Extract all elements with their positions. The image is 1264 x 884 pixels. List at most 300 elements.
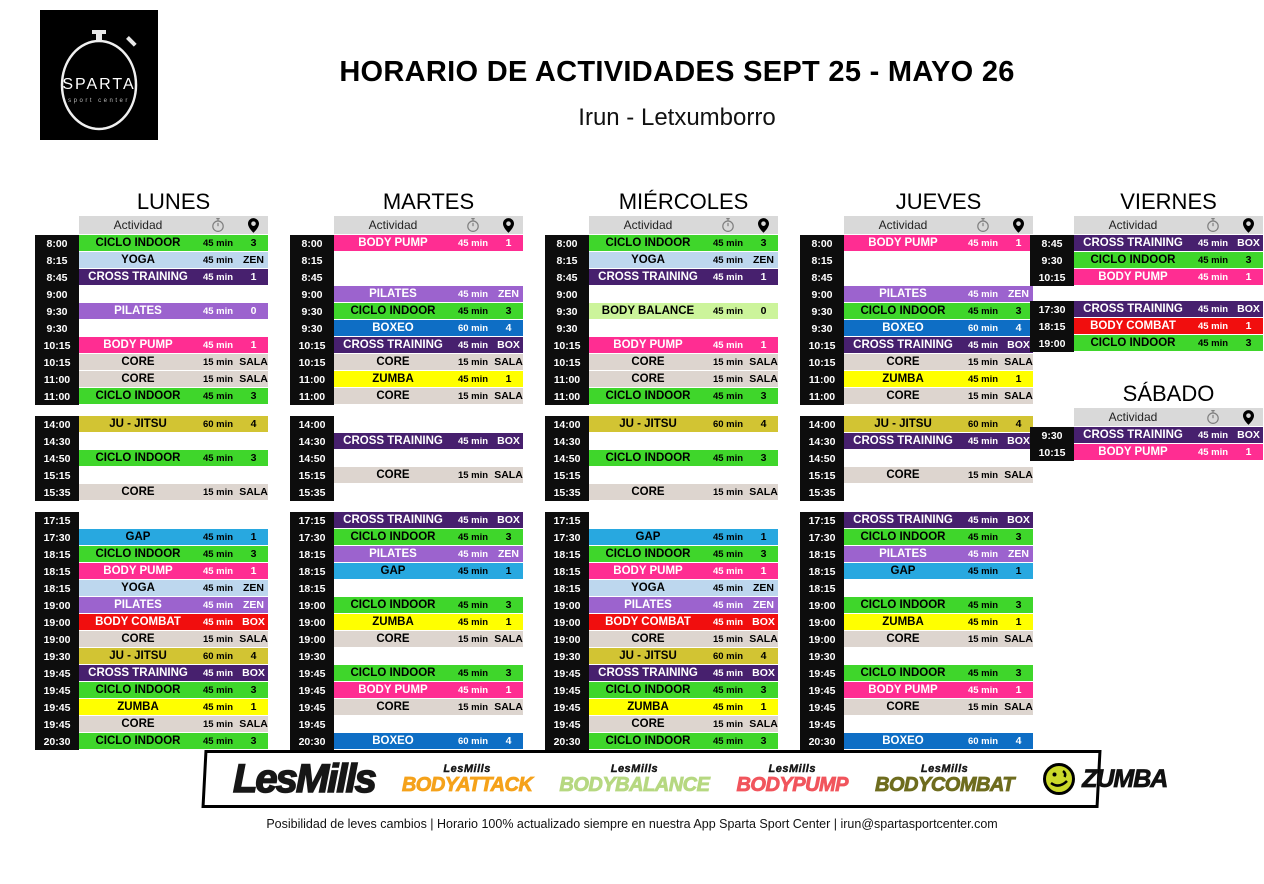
- time-cell: 14:50: [545, 450, 589, 467]
- activity-name: BOXEO: [882, 735, 924, 747]
- time-cell: 17:30: [1030, 301, 1074, 318]
- time-cell: 18:15: [290, 563, 334, 580]
- time-cell: 9:30: [35, 303, 79, 320]
- activity-duration: 15 min: [202, 356, 234, 368]
- activity-location: 4: [250, 650, 257, 662]
- time-cell: 8:15: [35, 252, 79, 269]
- schedule-row: [545, 286, 778, 303]
- activity-location: 3: [250, 548, 257, 560]
- time-cell: 10:15: [800, 337, 844, 354]
- activity-name: CORE: [376, 701, 410, 713]
- time-cell: 18:15: [290, 580, 334, 597]
- activity-location: SALA: [749, 633, 778, 645]
- schedule-row: [35, 269, 268, 286]
- activity-location: 0: [760, 305, 767, 317]
- activity-location: ZEN: [243, 582, 264, 594]
- activity-location: SALA: [1004, 469, 1033, 481]
- schedule-row: [545, 235, 778, 252]
- schedule-block: [290, 416, 523, 501]
- activity-location: 4: [1015, 322, 1022, 334]
- empty-slot: [334, 450, 523, 466]
- activity-location: 1: [505, 565, 512, 577]
- activity-name: CICLO INDOOR: [860, 305, 946, 317]
- activity-bar: [589, 337, 778, 353]
- activity-location: SALA: [1004, 633, 1033, 645]
- schedule-row: [800, 354, 1033, 371]
- empty-slot: [334, 580, 523, 596]
- activity-location: BOX: [752, 616, 775, 628]
- schedule-row: [35, 450, 268, 467]
- activity-bar: [589, 716, 778, 732]
- schedule-row: [800, 450, 1033, 467]
- schedule-row: [800, 320, 1033, 337]
- time-cell: 19:00: [800, 597, 844, 614]
- activity-duration: 45 min: [202, 701, 234, 713]
- activity-duration: 45 min: [457, 616, 489, 628]
- time-cell: 15:15: [545, 467, 589, 484]
- activity-duration: 45 min: [202, 599, 234, 611]
- stopwatch-icon: [465, 217, 481, 233]
- activity-location: SALA: [494, 469, 523, 481]
- activity-bar: [334, 512, 523, 528]
- activity-name: CORE: [886, 633, 920, 645]
- activity-bar: [334, 529, 523, 545]
- activity-location: 1: [505, 373, 512, 385]
- schedule-row: [290, 320, 523, 337]
- time-cell: 10:15: [1030, 269, 1074, 286]
- activity-duration: 45 min: [967, 616, 999, 628]
- empty-slot: [844, 648, 1033, 664]
- time-cell: 19:45: [545, 716, 589, 733]
- schedule-row: [800, 631, 1033, 648]
- duration-column-header: [1192, 217, 1234, 233]
- time-cell: 9:30: [1030, 252, 1074, 269]
- activity-bar: [589, 699, 778, 715]
- activity-bar: [844, 303, 1033, 319]
- activity-bar: [589, 563, 778, 579]
- stopwatch-icon: [1205, 409, 1221, 425]
- schedule-row: [35, 597, 268, 614]
- time-cell: 19:45: [545, 699, 589, 716]
- time-cell: 19:00: [800, 631, 844, 648]
- activity-location: 1: [505, 684, 512, 696]
- time-cell: 9:30: [545, 320, 589, 337]
- activity-location: 1: [760, 565, 767, 577]
- empty-slot: [79, 286, 268, 302]
- activity-bar: [79, 529, 268, 545]
- table-header-row: [1030, 408, 1263, 427]
- time-cell: 8:45: [1030, 235, 1074, 252]
- table-header-row: [290, 216, 523, 235]
- schedule-block: [290, 235, 523, 405]
- schedule-row: [545, 320, 778, 337]
- activity-bar: [79, 450, 268, 466]
- activity-bar: [79, 716, 268, 732]
- activity-duration: 15 min: [712, 718, 744, 730]
- activity-duration: 45 min: [712, 237, 744, 249]
- activity-duration: 45 min: [967, 305, 999, 317]
- schedule-row: [800, 733, 1033, 750]
- activity-duration: 15 min: [457, 390, 489, 402]
- activity-bar: [79, 648, 268, 664]
- activity-bar: [589, 235, 778, 251]
- schedule-row: [800, 235, 1033, 252]
- table-header-row: [545, 216, 778, 235]
- time-cell: 17:30: [800, 529, 844, 546]
- schedule-row: [290, 433, 523, 450]
- schedule-row: [290, 580, 523, 597]
- header-spacer: [800, 216, 844, 235]
- activity-duration: 45 min: [712, 735, 744, 747]
- header-spacer: [1030, 216, 1074, 235]
- activity-name: BODY PUMP: [868, 237, 938, 249]
- activity-bar: [589, 354, 778, 370]
- activity-name: CROSS TRAINING: [343, 514, 443, 526]
- schedule-row: [1030, 318, 1263, 335]
- time-cell: 10:15: [290, 354, 334, 371]
- activity-bar: [844, 286, 1033, 302]
- activity-location: 4: [1015, 418, 1022, 430]
- activity-location: 4: [760, 418, 767, 430]
- time-cell: 19:45: [35, 716, 79, 733]
- location-column-header: [494, 218, 523, 233]
- activity-duration: 15 min: [712, 486, 744, 498]
- schedule-block: [35, 512, 268, 750]
- activity-location: 4: [250, 418, 257, 430]
- schedule-row: [545, 337, 778, 354]
- activity-location: ZEN: [1008, 288, 1029, 300]
- stopwatch-icon: [720, 217, 736, 233]
- schedule-row: [35, 354, 268, 371]
- footer-note: Posibilidad de leves cambios | Horario 100% actualizado siempre en nuestra App Sparta Sport Center | irun@spartasportcenter.com: [266, 817, 998, 831]
- activity-location: SALA: [749, 373, 778, 385]
- schedule-row: [290, 467, 523, 484]
- schedule-row: [545, 631, 778, 648]
- schedule-row: [545, 450, 778, 467]
- time-cell: 10:15: [545, 354, 589, 371]
- activity-bar: [79, 252, 268, 268]
- activity-name: CROSS TRAINING: [853, 339, 953, 351]
- activity-duration: 15 min: [202, 633, 234, 645]
- activity-location: BOX: [1007, 339, 1030, 351]
- activity-location: 1: [1015, 373, 1022, 385]
- schedule-row: [35, 337, 268, 354]
- duration-column-header: [197, 217, 239, 233]
- activity-name: YOGA: [121, 582, 155, 594]
- time-cell: 19:30: [545, 648, 589, 665]
- activity-location: 1: [1245, 271, 1252, 283]
- time-cell: 9:00: [545, 286, 589, 303]
- location-pin-icon: [503, 218, 514, 233]
- activity-duration: 45 min: [967, 339, 999, 351]
- activity-duration: 45 min: [967, 565, 999, 577]
- activity-location: 1: [250, 339, 257, 351]
- activity-bar: [79, 484, 268, 500]
- time-cell: 19:45: [800, 665, 844, 682]
- day-title: LUNES: [136, 189, 211, 214]
- schedule-row: [35, 512, 268, 529]
- activity-location: 1: [760, 531, 767, 543]
- time-cell: 19:45: [35, 665, 79, 682]
- schedule-row: [290, 665, 523, 682]
- activity-name: CROSS TRAINING: [343, 435, 443, 447]
- schedule-row: [545, 484, 778, 501]
- activity-bar: [844, 416, 1033, 432]
- time-cell: 9:30: [800, 303, 844, 320]
- activity-name: BODY PUMP: [1098, 271, 1168, 283]
- activity-column-header: Actividad: [878, 218, 928, 232]
- schedule: [0, 190, 1264, 752]
- schedule-row: [1030, 301, 1263, 318]
- activity-bar: [1074, 318, 1263, 334]
- schedule-row: [35, 631, 268, 648]
- time-cell: 11:00: [545, 371, 589, 388]
- time-cell: 17:30: [290, 529, 334, 546]
- activity-duration: 45 min: [457, 565, 489, 577]
- time-cell: 15:35: [290, 484, 334, 501]
- time-cell: 8:45: [35, 269, 79, 286]
- time-cell: 10:15: [290, 337, 334, 354]
- activity-column-header: Actividad: [368, 218, 418, 232]
- time-cell: 11:00: [545, 388, 589, 405]
- activity-bar: [334, 235, 523, 251]
- activity-bar: [589, 252, 778, 268]
- time-cell: 19:30: [35, 648, 79, 665]
- time-cell: 14:30: [290, 433, 334, 450]
- activity-location: 1: [760, 271, 767, 283]
- activity-duration: 15 min: [967, 390, 999, 402]
- activity-bar: [844, 597, 1033, 613]
- schedule-row: [1030, 444, 1263, 461]
- table-header-row: [1030, 216, 1263, 235]
- time-cell: 11:00: [800, 388, 844, 405]
- activity-location: SALA: [239, 718, 268, 730]
- schedule-row: [545, 416, 778, 433]
- activity-duration: 45 min: [202, 548, 234, 560]
- time-cell: 19:00: [35, 631, 79, 648]
- activity-name: CORE: [376, 469, 410, 481]
- activity-duration: 45 min: [202, 531, 234, 543]
- activity-bar: [589, 614, 778, 630]
- activity-column-header: Actividad: [623, 218, 673, 232]
- activity-duration: 45 min: [1197, 254, 1229, 266]
- schedule-row: [545, 303, 778, 320]
- time-cell: 15:15: [800, 467, 844, 484]
- activity-location: SALA: [749, 718, 778, 730]
- schedule-row: [800, 546, 1033, 563]
- schedule-block: [545, 235, 778, 405]
- schedule-row: [290, 699, 523, 716]
- activity-name: CROSS TRAINING: [88, 271, 188, 283]
- activity-duration: 45 min: [1197, 429, 1229, 441]
- activity-duration: 45 min: [1197, 320, 1229, 332]
- location-column-header: [749, 218, 778, 233]
- schedule-row: [35, 252, 268, 269]
- brand-logo: [875, 764, 1014, 795]
- schedule-row: [290, 388, 523, 405]
- activity-location: 1: [1015, 565, 1022, 577]
- activity-duration: 45 min: [202, 254, 234, 266]
- activity-location: 1: [1015, 616, 1022, 628]
- activity-bar: [589, 450, 778, 466]
- activity-duration: 45 min: [712, 599, 744, 611]
- schedule-row: [290, 682, 523, 699]
- activity-name: CORE: [121, 718, 155, 730]
- time-cell: 17:15: [800, 512, 844, 529]
- activity-location: SALA: [749, 486, 778, 498]
- duration-column-header: [452, 217, 494, 233]
- activity-name: BOXEO: [372, 735, 414, 747]
- time-cell: 9:00: [35, 286, 79, 303]
- activity-bar: [334, 303, 523, 319]
- activity-name: GAP: [125, 531, 151, 543]
- activity-duration: 45 min: [712, 271, 744, 283]
- activity-duration: 45 min: [712, 452, 744, 464]
- activity-name: CICLO INDOOR: [605, 548, 691, 560]
- time-cell: 19:00: [290, 597, 334, 614]
- activity-duration: 45 min: [1197, 237, 1229, 249]
- activity-name: CICLO INDOOR: [605, 237, 691, 249]
- activity-location: 4: [505, 322, 512, 334]
- time-cell: 18:15: [35, 580, 79, 597]
- schedule-row: [35, 416, 268, 433]
- activity-name: CORE: [631, 718, 665, 730]
- sparta-logo: [40, 10, 158, 140]
- activity-duration: 45 min: [712, 667, 744, 679]
- brand-bar-content: [203, 750, 1168, 808]
- activity-name: CICLO INDOOR: [860, 667, 946, 679]
- activity-location: 4: [505, 735, 512, 747]
- activity-bar: [589, 416, 778, 432]
- header-spacer: [545, 216, 589, 235]
- schedule-row: [545, 467, 778, 484]
- schedule-row: [290, 371, 523, 388]
- time-cell: 19:45: [290, 682, 334, 699]
- time-cell: 8:00: [35, 235, 79, 252]
- empty-slot: [334, 484, 523, 500]
- schedule-row: [545, 580, 778, 597]
- schedule-row: [800, 269, 1033, 286]
- activity-bar: [1074, 427, 1263, 443]
- activity-location: 3: [250, 390, 257, 402]
- activity-bar: [589, 388, 778, 404]
- schedule-row: [35, 529, 268, 546]
- empty-slot: [844, 252, 1033, 268]
- activity-bar: [844, 235, 1033, 251]
- activity-name: CORE: [631, 356, 665, 368]
- activity-name: PILATES: [879, 548, 927, 560]
- schedule-row: [800, 388, 1033, 405]
- schedule-row: [545, 563, 778, 580]
- empty-slot: [79, 467, 268, 483]
- schedule-row: [800, 467, 1033, 484]
- time-cell: 14:00: [800, 416, 844, 433]
- schedule-row: [290, 716, 523, 733]
- location-column-header: [239, 218, 268, 233]
- activity-bar: [1074, 269, 1263, 285]
- activity-bar: [334, 388, 523, 404]
- activity-name: BODY COMBAT: [95, 616, 181, 628]
- activity-bar: [589, 580, 778, 596]
- time-cell: 19:00: [290, 614, 334, 631]
- activity-location: SALA: [1004, 356, 1033, 368]
- activity-name: CICLO INDOOR: [95, 390, 181, 402]
- brand-logo-name: BODYCOMBAT: [875, 773, 1015, 796]
- time-cell: 10:15: [545, 337, 589, 354]
- time-cell: 17:30: [545, 529, 589, 546]
- activity-location: 3: [760, 390, 767, 402]
- schedule-block: [35, 416, 268, 501]
- schedule-row: [290, 631, 523, 648]
- activity-location: BOX: [752, 667, 775, 679]
- schedule-row: [1030, 269, 1263, 286]
- activity-bar: [334, 467, 523, 483]
- schedule-row: [800, 371, 1033, 388]
- activity-name: JU - JITSU: [109, 418, 167, 430]
- time-cell: 19:00: [1030, 335, 1074, 352]
- activity-duration: 60 min: [457, 322, 489, 334]
- time-cell: 8:45: [290, 269, 334, 286]
- activity-bar: [334, 320, 523, 336]
- activity-name: BODY COMBAT: [1090, 320, 1176, 332]
- activity-name: ZUMBA: [882, 616, 924, 628]
- empty-slot: [589, 320, 778, 336]
- location-pin-icon: [758, 218, 769, 233]
- time-cell: 8:45: [800, 269, 844, 286]
- activity-bar: [589, 665, 778, 681]
- time-cell: 20:30: [545, 733, 589, 750]
- empty-slot: [334, 716, 523, 732]
- empty-slot: [844, 269, 1033, 285]
- activity-bar: [844, 733, 1033, 749]
- location-pin-icon: [1013, 218, 1024, 233]
- schedule-row: [290, 563, 523, 580]
- time-cell: 17:15: [545, 512, 589, 529]
- schedule-row: [800, 716, 1033, 733]
- day-title: MARTES: [382, 189, 475, 214]
- zumba-smiley-icon: [1041, 761, 1077, 797]
- activity-bar: [844, 320, 1033, 336]
- duration-column-header: [962, 217, 1004, 233]
- activity-bar: [844, 354, 1033, 370]
- activity-location: ZEN: [243, 599, 264, 611]
- schedule-row: [290, 733, 523, 750]
- activity-bar: [844, 388, 1033, 404]
- location-pin-icon: [1243, 410, 1254, 425]
- activity-location: BOX: [497, 514, 520, 526]
- activity-duration: 15 min: [457, 701, 489, 713]
- time-cell: 15:15: [290, 467, 334, 484]
- activity-name: CROSS TRAINING: [88, 667, 188, 679]
- stopwatch-icon: [1205, 217, 1221, 233]
- activity-name: CICLO INDOOR: [605, 684, 691, 696]
- activity-location: SALA: [239, 356, 268, 368]
- activity-bar: [79, 388, 268, 404]
- time-cell: 14:50: [290, 450, 334, 467]
- zumba-wordmark: ZUMBA: [1082, 764, 1168, 793]
- activity-location: 3: [505, 305, 512, 317]
- activity-name: BODY PUMP: [358, 237, 428, 249]
- activity-name: CICLO INDOOR: [95, 684, 181, 696]
- schedule-row: [35, 235, 268, 252]
- activity-duration: 15 min: [457, 356, 489, 368]
- activity-bar: [334, 733, 523, 749]
- schedule-row: [800, 484, 1033, 501]
- logo-subtext: sport center: [68, 98, 130, 104]
- schedule-row: [545, 682, 778, 699]
- schedule-row: [800, 682, 1033, 699]
- activity-bar: [589, 682, 778, 698]
